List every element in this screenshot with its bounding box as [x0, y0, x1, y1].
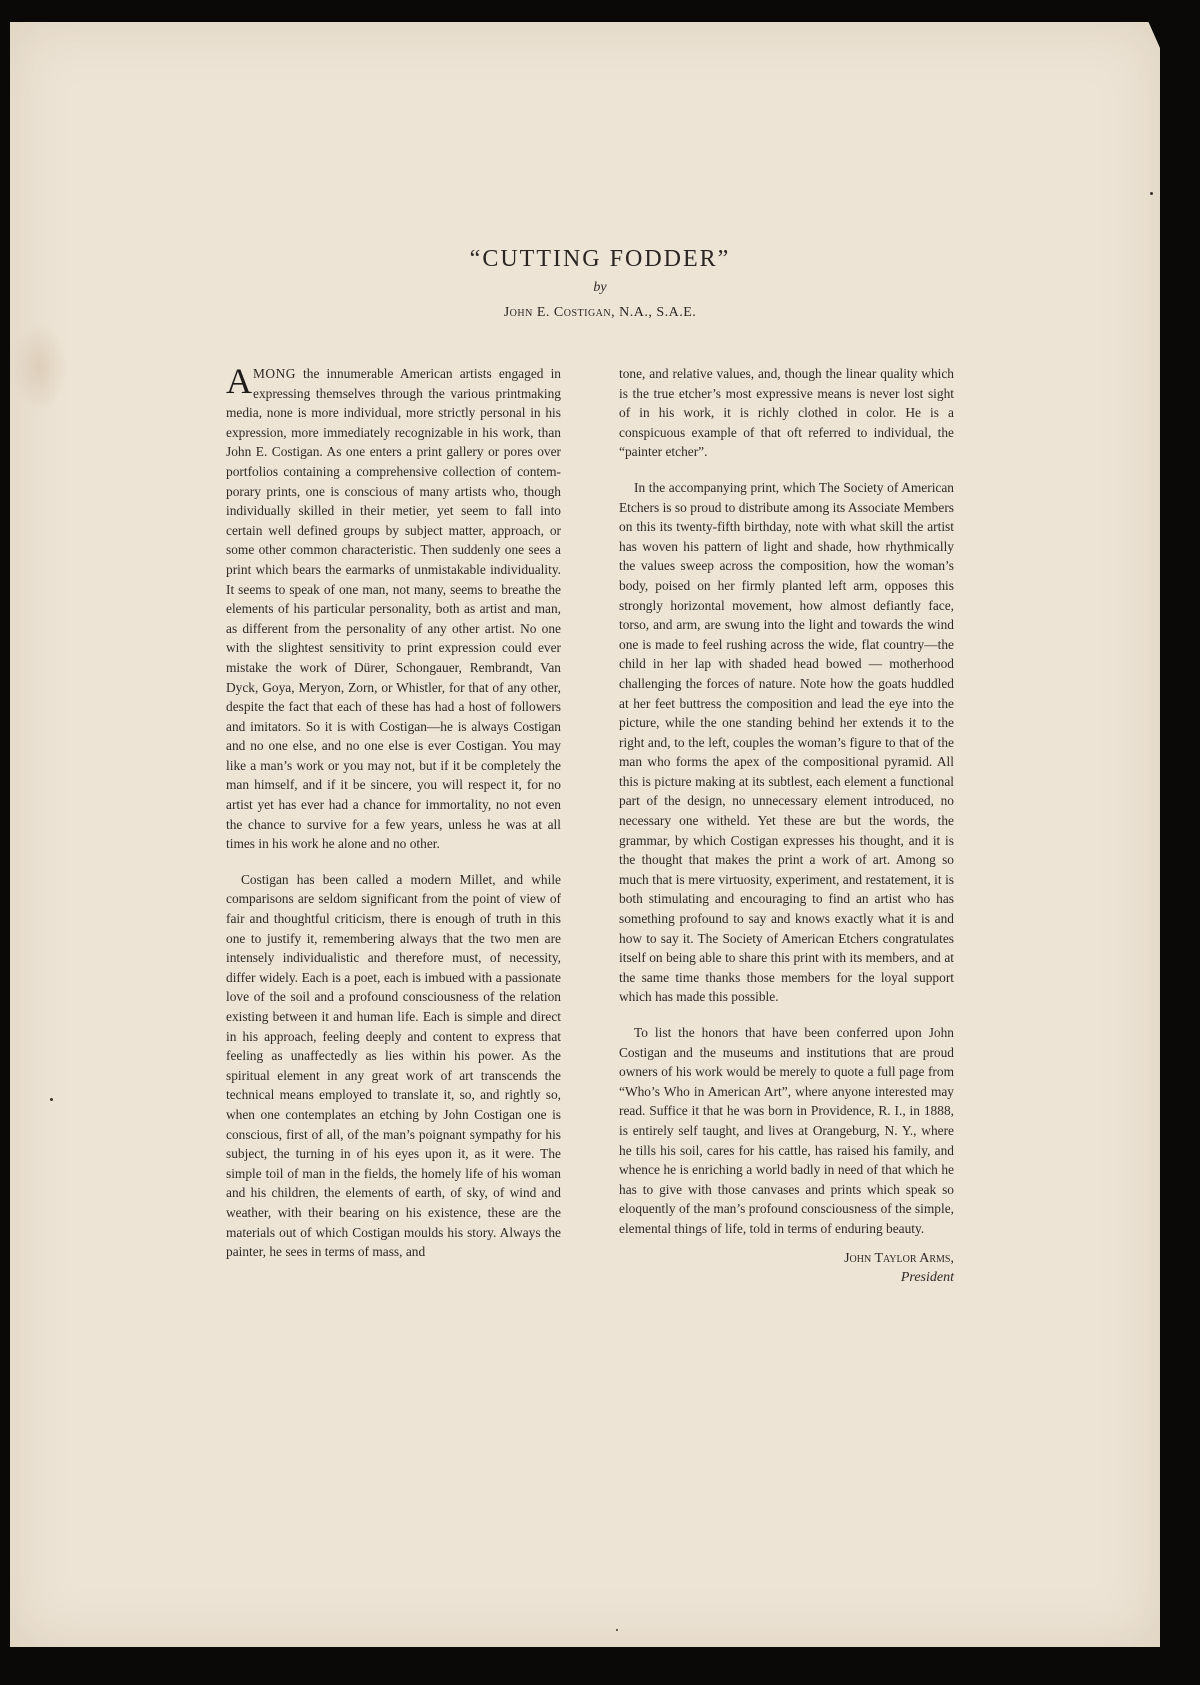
article-column-left: [226, 361, 561, 1278]
paper-stain: [12, 322, 67, 412]
signature-block: [619, 1249, 954, 1288]
drop-cap: A: [226, 361, 252, 401]
page-title: “CUTTING FODDER”: [469, 246, 731, 272]
paragraph-1: [226, 361, 561, 854]
signature-title: President: [900, 1270, 954, 1286]
signature-name: John Taylor Arms,: [844, 1250, 954, 1266]
paper-speck: [50, 1098, 53, 1101]
paragraph-2-end: tone, and relative values, and, though the linear quality which is the true etcher’s most expressive means is never lost sight of in his work, it is richly clothed in color. He is a conspicuous example of that oft referred to individual, the “painter etcher”.: [619, 366, 954, 460]
byline: by: [593, 280, 607, 295]
author-line: John E. Costigan, N.A., S.A.E.: [503, 305, 697, 320]
article-column-right: [619, 364, 954, 1288]
paragraph-4: To list the honors that have been conferred upon John Costigan and the museums and institutions that are proud owners of his work would be merely to quote a full page from “Who’s Who in American Art”, where anyone interested may read. Suffice it that he was born in Providence, R. I., in 1888, is entirely self taught, and lives at Orangeburg, N. Y., where he tills his soil, cares for his cattle, has raised his family, and whence he is enriching a world badly in need of that which he has to give with those canvases and prints which speak so eloquently of the man’s profound consciousness of the simple, elemental things of life, told in terms of enduring beauty.: [619, 1025, 954, 1236]
paragraph-2-start: Costigan has been called a modern Millet, and while comparisons are seldom significant from the point of view of fair and thoughtful criticism, there is enough of truth in this one to justify it, remembering always that the two men are intensely individualistic and therefore must, of necessity, differ widely. Each is a poet, each is imbued with a passionate love of the soil and a profound consciousness of the relation existing between it and human life. Each is simple and direct in his approach, feeling deeply and content to express that feeling as unaffectedly as lies within his power. As the spiritual element in any great work of art transcends the technical means employed to translate it, so, and rightly so, when one contemplates an etching by John Costigan one is conscious, first of all, of the man’s poignant sympathy for his subject, the turning in of his eyes upon it, as it were. The simple toil of man in the fields, the homely life of his woman and his children, the elements of earth, of sky, of wind and weather, with their bearing on his existence, these are the materials out of which Costigan moulds his story. Always the painter, he sees in terms of mass, and: [226, 871, 561, 1260]
paragraph-3: In the accompanying print, which The Society of American Etchers is so proud to distribute among its Associate Members on this its twenty-fifth birthday, note with what skill the artist has woven his pattern of light and shade, how rhythmically the values sweep across the composition, how the woman’s body, poised on her firmly planted left arm, opposes this strongly horizontal movement, how almost defiantly face, torso, and arm, are swung into the light and towards the wind one is made to feel rushing across the wide, flat country—the child in her lap with shaded head bowed — motherhood challenging the forces of nature. Note how the goats huddled at her feet buttress the composition and lead the eye into the picture, while the one standing behind her extends it to the right and, to the left, couples the woman’s figure to that of the man who forms the apex of the compositional pyramid. All this is picture making at its subtlest, each element a functional part of the design, no unnecessary element introduced, no necessary one witheld. Yet these are but the words, the grammar, by which Costigan expresses his thought, and it is the thought that makes the print a work of art. Among so much that is mere virtuosity, experiment, and restatement, it is both stimulating and encouraging to find an artist who has something profound to say and knows exactly what it is and how to say it. The Society of American Etchers congratulates itself on being able to share this print with its members, and at the same time thanks those members for the loyal support which has made this possible.: [619, 479, 954, 1005]
paragraph-1-text: the innumerable American artists engaged in expressing themselves through the various printmaking media, none is more individual, more strictly personal in his expression, more immediately recognizable in his work, than John E. Costigan. As one enters a print gallery or pores over portfolios containing a comprehensive collection of contemporary prints, one is conscious of many artists who, though individually skilled in their metier, yet seem to fall into certain well defined groups by subject matter, approach, or some other common characteristic. Then suddenly one sees a print which bears the earmarks of unmistakable individuality. It seems to speak of one man, not many, seems to breathe the elements of his particular personality, both as artist and man, as different from the personality of any other artist. No one with the slightest sensitivity to print expression could ever mistake the work of Dürer, Schongauer, Rembrandt, Van Dyck, Goya, Meryon, Zorn, or Whistler, for that of any other, despite the fact that each of these has had a host of followers and imitators. So it is with Costigan—he is always Costigan and no one else, and no one else is ever Costigan. You may like a man’s work or you may not, but if it be completely the man himself, and if it be sincere, you will respect it, for no artist yet has ever had a chance for immortality, no not even the chance to survive for a few years, unless he was at all times in his work he alone and no other.: [226, 366, 561, 852]
paper-speck: [616, 1629, 618, 1631]
paper-speck: [1150, 192, 1153, 195]
lead-word: MONG: [253, 366, 296, 381]
